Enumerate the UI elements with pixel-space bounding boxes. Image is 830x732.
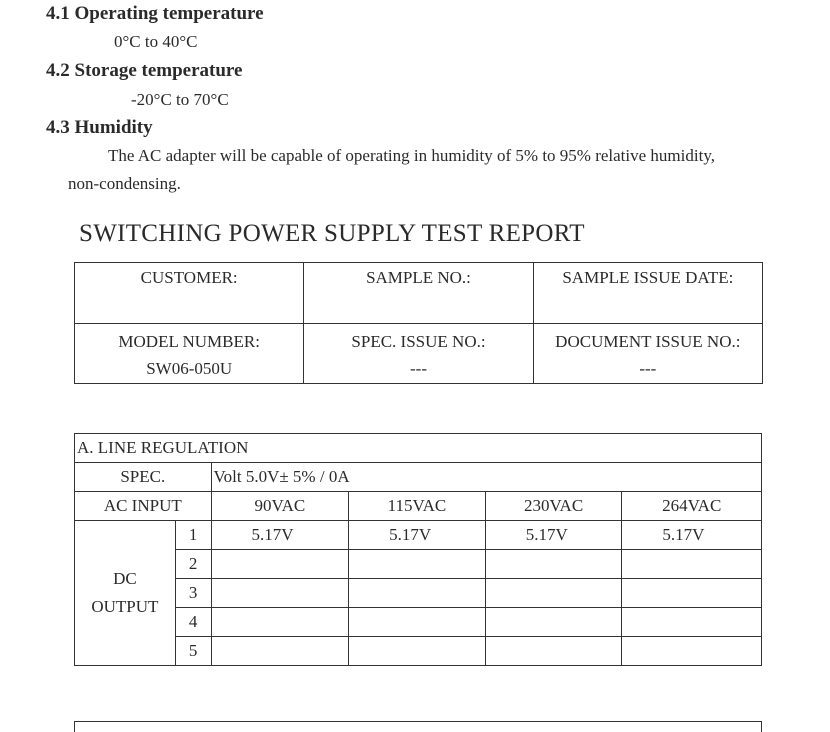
humidity-heading: 4.3 Humidity bbox=[46, 117, 153, 138]
line-regulation-table bbox=[74, 433, 762, 666]
spec-issue-no-value: --- bbox=[410, 359, 427, 378]
customer-label: CUSTOMER: bbox=[140, 268, 238, 287]
dc-output-label bbox=[75, 521, 176, 666]
output-value bbox=[349, 637, 486, 666]
ac-input-header: 90VAC bbox=[211, 492, 349, 521]
output-value: 5.17V bbox=[349, 521, 486, 550]
output-value bbox=[211, 579, 349, 608]
spec-value: Volt 5.0V± 5% / 0A bbox=[211, 463, 761, 492]
customer-cell bbox=[75, 263, 304, 324]
output-label: OUTPUT bbox=[91, 597, 159, 616]
ac-input-header: 264VAC bbox=[622, 492, 762, 521]
output-value bbox=[211, 608, 349, 637]
output-value bbox=[211, 550, 349, 579]
sample-issue-date-cell bbox=[533, 263, 762, 324]
output-value bbox=[349, 608, 486, 637]
document-issue-no-value: --- bbox=[639, 359, 657, 378]
spec-label: SPEC. bbox=[75, 463, 212, 492]
humidity-text-line2: non-condensing. bbox=[68, 174, 181, 193]
line-regulation-title: A. LINE REGULATION bbox=[75, 434, 762, 463]
ac-input-header: 115VAC bbox=[349, 492, 486, 521]
output-value bbox=[622, 550, 762, 579]
dc-output-row bbox=[75, 521, 762, 550]
output-value bbox=[622, 637, 762, 666]
output-value bbox=[485, 579, 622, 608]
spec-issue-no-label: SPEC. ISSUE NO.: bbox=[351, 332, 486, 351]
dc-output-row bbox=[75, 550, 762, 579]
report-info-table bbox=[74, 262, 763, 384]
model-number-label: MODEL NUMBER: bbox=[118, 332, 260, 351]
document-issue-no-label: DOCUMENT ISSUE NO.: bbox=[555, 332, 741, 351]
output-value: 5.17V bbox=[211, 521, 349, 550]
document-issue-no-cell bbox=[533, 324, 762, 384]
storage-temperature-value: -20°C to 70°C bbox=[131, 90, 229, 109]
spec-issue-no-cell bbox=[304, 324, 533, 384]
humidity-text-line1: The AC adapter will be capable of operating in humidity of 5% to 95% relative humidity, bbox=[108, 146, 715, 165]
output-number: 1 bbox=[175, 521, 211, 550]
dc-output-row bbox=[75, 637, 762, 666]
next-table-right-border bbox=[761, 721, 762, 732]
output-value bbox=[211, 637, 349, 666]
output-number: 5 bbox=[175, 637, 211, 666]
output-value bbox=[349, 550, 486, 579]
output-value bbox=[485, 550, 622, 579]
sample-issue-date-label: SAMPLE ISSUE DATE: bbox=[562, 268, 734, 287]
output-number: 3 bbox=[175, 579, 211, 608]
output-value bbox=[485, 637, 622, 666]
operating-temperature-heading: 4.1 Operating temperature bbox=[46, 3, 264, 24]
operating-temperature-value: 0°C to 40°C bbox=[114, 32, 198, 51]
dc-label: DC bbox=[113, 569, 137, 588]
model-number-cell bbox=[75, 324, 304, 384]
sample-no-label: SAMPLE NO.: bbox=[366, 268, 471, 287]
output-value bbox=[622, 579, 762, 608]
dc-output-row bbox=[75, 579, 762, 608]
model-number-value: SW06-050U bbox=[146, 359, 233, 378]
storage-temperature-heading: 4.2 Storage temperature bbox=[46, 60, 243, 81]
output-value: 5.17V bbox=[485, 521, 622, 550]
ac-input-header: 230VAC bbox=[485, 492, 622, 521]
ac-input-label: AC INPUT bbox=[75, 492, 212, 521]
sample-no-cell bbox=[304, 263, 533, 324]
next-table-top-border bbox=[74, 721, 762, 722]
output-value: 5.17V bbox=[622, 521, 762, 550]
report-title: SWITCHING POWER SUPPLY TEST REPORT bbox=[79, 220, 585, 247]
output-value bbox=[349, 579, 486, 608]
output-number: 4 bbox=[175, 608, 211, 637]
output-value bbox=[485, 608, 622, 637]
output-value bbox=[622, 608, 762, 637]
output-number: 2 bbox=[175, 550, 211, 579]
next-table-left-border bbox=[74, 721, 75, 732]
dc-output-row bbox=[75, 608, 762, 637]
